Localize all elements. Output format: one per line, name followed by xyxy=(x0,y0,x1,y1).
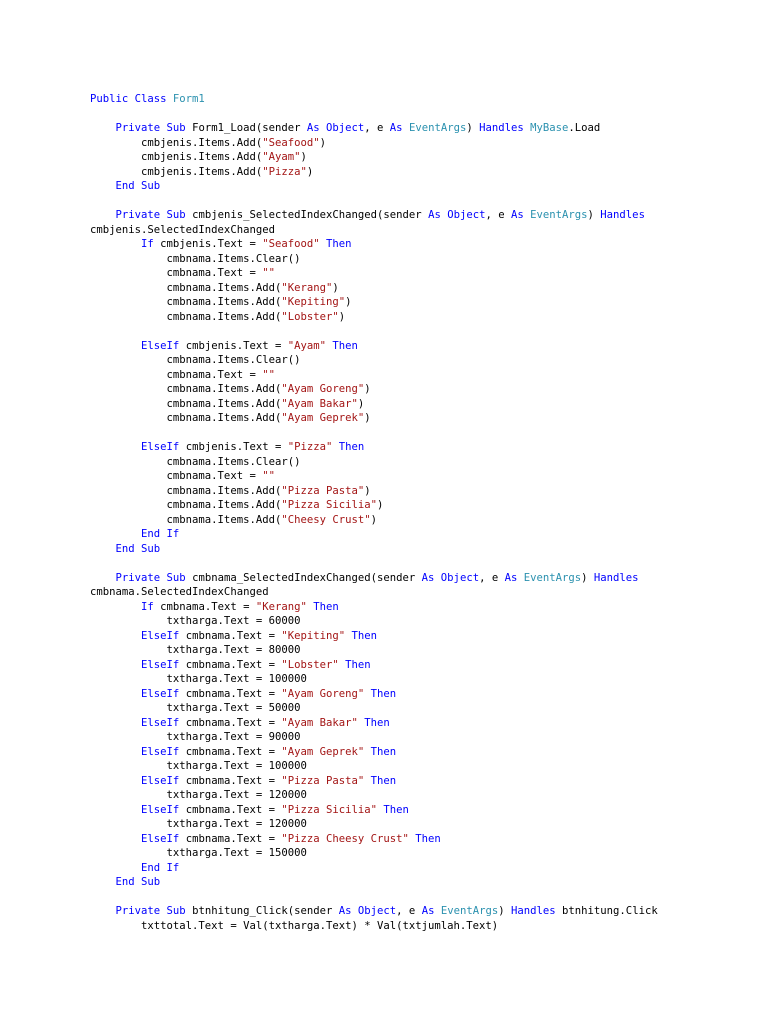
code-token-st: "Pizza Cheesy Crust" xyxy=(281,832,409,845)
code-token-kw: Public Class xyxy=(90,93,173,105)
code-token-pl: txtharga.Text = 100000 xyxy=(90,760,307,772)
code-token-st: "Ayam" xyxy=(262,151,301,163)
code-token-pl xyxy=(90,717,141,729)
code-token-kw: ElseIf xyxy=(141,832,186,845)
code-token-pl: ) xyxy=(587,209,601,221)
code-token-kw: Then xyxy=(364,687,397,700)
code-line xyxy=(90,339,750,354)
code-token-pl: cmbnama.Text = xyxy=(185,745,282,758)
code-token-ty: EventArgs xyxy=(523,571,582,584)
code-token-kw: Then xyxy=(364,774,397,787)
code-token-pl: txtharga.Text = 120000 xyxy=(90,818,307,830)
code-token-pl: cmbjenis.Text = xyxy=(185,441,288,453)
code-token-ty: EventArgs xyxy=(530,209,588,221)
code-line xyxy=(90,353,750,368)
code-line xyxy=(90,223,750,238)
code-token-pl xyxy=(90,905,116,917)
blank-line xyxy=(90,890,750,905)
code-token-pl: txtharga.Text = 80000 xyxy=(90,644,301,656)
code-token-pl: cmbnama.Text = xyxy=(185,803,282,816)
code-token-pl: ) xyxy=(364,383,371,395)
code-token-st: "Kerang" xyxy=(255,600,307,613)
code-token-pl: , e xyxy=(485,209,511,221)
code-token-pl xyxy=(90,876,116,888)
code-token-pl: txtharga.Text = 150000 xyxy=(90,847,307,859)
code-token-pl xyxy=(90,180,116,192)
blank-line xyxy=(90,324,750,339)
code-token-kw: As Object xyxy=(338,905,397,917)
code-token-kw: Then xyxy=(319,238,352,250)
code-line xyxy=(90,411,750,426)
code-token-pl: ) xyxy=(370,513,378,526)
code-token-kw: Then xyxy=(332,441,365,453)
code-token-pl xyxy=(90,441,141,453)
code-token-pl: cmbnama.Items.Add( xyxy=(90,281,282,294)
code-token-pl: cmbnama.Items.Add( xyxy=(90,296,282,308)
code-token-pl: cmbnama.SelectedIndexChanged xyxy=(90,586,269,598)
code-line xyxy=(90,774,750,789)
code-line xyxy=(90,687,750,702)
code-line xyxy=(90,208,750,223)
code-token-pl: cmbjenis.SelectedIndexChanged xyxy=(90,223,275,236)
code-token-kw: Then xyxy=(377,803,409,816)
code-token-pl: cmbjenis.Text = xyxy=(185,339,288,352)
code-token-pl: txtharga.Text = 100000 xyxy=(90,673,307,685)
code-token-st: "Pizza" xyxy=(262,165,307,178)
code-line xyxy=(90,281,750,296)
code-token-pl: cmbnama.Items.Add( xyxy=(90,383,282,395)
code-token-pl: txtharga.Text = 60000 xyxy=(90,615,301,627)
blank-line xyxy=(90,107,750,122)
code-token-pl: ) xyxy=(364,484,371,497)
code-token-kw: If xyxy=(141,600,161,613)
code-token-pl: cmbnama.Text = xyxy=(90,368,263,381)
code-token-pl: txtharga.Text = 90000 xyxy=(90,731,301,743)
code-token-kw: ElseIf xyxy=(141,803,186,816)
code-token-pl xyxy=(90,238,141,250)
code-line xyxy=(90,832,750,847)
code-line xyxy=(90,382,750,397)
code-token-pl: ) xyxy=(581,571,594,584)
code-token-pl: cmbnama.Items.Clear() xyxy=(90,354,301,366)
code-token-kw: ElseIf xyxy=(141,745,186,758)
code-token-kw: Handles xyxy=(511,905,563,917)
code-token-pl: , e xyxy=(396,905,422,917)
code-token-pl: cmbnama_SelectedIndexChanged(sender xyxy=(192,571,422,584)
code-token-pl: txtharga.Text = 50000 xyxy=(90,702,301,714)
code-token-st: "Pizza Pasta" xyxy=(281,484,365,497)
code-line xyxy=(90,179,750,194)
code-line xyxy=(90,150,750,165)
code-line xyxy=(90,643,750,658)
code-token-pl: ) xyxy=(377,499,384,511)
code-line xyxy=(90,672,750,687)
code-line xyxy=(90,614,750,629)
code-token-kw: ElseIf xyxy=(141,339,186,352)
blank-line xyxy=(90,194,750,209)
code-token-kw: End Sub xyxy=(115,876,161,888)
code-line xyxy=(90,266,750,281)
code-token-pl: ) xyxy=(357,397,365,410)
code-line xyxy=(90,701,750,716)
code-token-kw: As xyxy=(504,571,524,584)
code-token-pl: cmbjenis_SelectedIndexChanged(sender xyxy=(192,209,429,221)
code-line xyxy=(90,730,750,745)
code-token-kw: As xyxy=(421,905,441,917)
code-token-pl xyxy=(90,572,116,584)
code-token-st: "" xyxy=(262,368,275,381)
code-token-st: "Ayam Goreng" xyxy=(281,687,365,700)
code-line xyxy=(90,759,750,774)
code-token-kw: Handles xyxy=(593,571,639,584)
code-token-pl: ) xyxy=(466,122,480,134)
code-token-pl xyxy=(90,543,116,555)
code-token-pl: cmbnama.Text = xyxy=(90,267,263,279)
code-token-pl: cmbnama.Text = xyxy=(185,687,282,700)
code-token-st: "Ayam" xyxy=(287,339,327,352)
code-line xyxy=(90,165,750,180)
code-token-kw: Handles xyxy=(479,122,531,134)
code-token-kw: As Object xyxy=(428,209,486,221)
code-line xyxy=(90,585,750,600)
code-token-kw: As xyxy=(389,122,409,134)
code-token-pl: ) xyxy=(338,310,346,323)
code-token-pl: cmbnama.Text = xyxy=(185,832,282,845)
code-token-pl: cmbjenis.Items.Add( xyxy=(90,165,263,178)
code-token-st: "Ayam Geprek" xyxy=(281,745,365,758)
code-token-st: "Kepiting" xyxy=(281,296,346,308)
code-token-ty: Form1 xyxy=(172,93,205,105)
code-line xyxy=(90,498,750,513)
code-line xyxy=(90,513,750,528)
code-token-pl: , e xyxy=(364,122,390,134)
code-token-kw: As Object xyxy=(421,571,480,584)
code-token-kw: Then xyxy=(306,600,339,613)
code-line xyxy=(90,658,750,673)
code-token-pl xyxy=(90,209,116,221)
code-token-st: "Pizza Pasta" xyxy=(281,774,365,787)
code-token-kw: Private Sub xyxy=(115,122,193,134)
code-token-kw: Then xyxy=(326,339,358,352)
code-line xyxy=(90,846,750,861)
code-token-pl xyxy=(90,528,141,540)
code-token-st: "" xyxy=(262,267,275,279)
code-token-kw: ElseIf xyxy=(141,716,186,729)
code-line xyxy=(90,803,750,818)
code-token-pl: cmbnama.Text = xyxy=(185,716,282,729)
code-token-st: "" xyxy=(262,470,275,482)
code-token-pl: cmbjenis.Text = xyxy=(160,238,263,250)
code-token-pl: txtharga.Text = 120000 xyxy=(90,789,307,801)
code-line xyxy=(90,440,750,455)
code-line xyxy=(90,542,750,557)
code-token-st: "Pizza Sicilia" xyxy=(281,803,378,816)
code-line xyxy=(90,484,750,499)
code-token-pl xyxy=(90,833,141,845)
code-token-pl: cmbnama.Items.Add( xyxy=(90,397,282,410)
code-token-st: "Lobster" xyxy=(281,310,339,323)
code-listing xyxy=(90,92,750,933)
code-line xyxy=(90,527,750,542)
code-token-pl: ) xyxy=(345,296,352,308)
code-token-kw: End If xyxy=(141,861,180,874)
code-token-pl: cmbnama.Text = xyxy=(160,600,256,613)
code-token-pl: cmbjenis.Items.Add( xyxy=(90,136,263,149)
code-token-pl: ) xyxy=(319,136,327,149)
code-token-kw: End If xyxy=(141,528,180,540)
code-token-ty: EventArgs xyxy=(440,905,499,917)
code-token-st: "Seafood" xyxy=(262,238,320,250)
code-token-kw: End Sub xyxy=(115,180,161,192)
code-token-pl: cmbnama.Text = xyxy=(185,629,282,642)
code-line xyxy=(90,745,750,760)
code-token-kw: Then xyxy=(338,658,371,671)
code-token-pl xyxy=(90,601,141,613)
code-line xyxy=(90,600,750,615)
code-token-kw: Handles xyxy=(600,209,645,221)
code-token-st: "Ayam Bakar" xyxy=(281,397,358,410)
code-token-kw: ElseIf xyxy=(141,441,186,453)
code-token-pl: ) xyxy=(300,151,307,163)
code-token-st: "Pizza Sicilia" xyxy=(281,499,378,511)
code-token-pl: cmbnama.Text = xyxy=(185,774,282,787)
code-line xyxy=(90,121,750,136)
code-token-st: "Ayam Geprek" xyxy=(281,412,365,424)
code-line xyxy=(90,919,750,934)
code-line xyxy=(90,237,750,252)
code-token-kw: Then xyxy=(357,716,390,729)
code-line xyxy=(90,295,750,310)
code-token-st: "Kepiting" xyxy=(281,629,346,642)
code-token-kw: If xyxy=(141,238,161,250)
code-token-kw: ElseIf xyxy=(141,629,186,642)
code-line xyxy=(90,875,750,890)
code-line xyxy=(90,252,750,267)
code-token-pl: cmbnama.Items.Add( xyxy=(90,310,282,323)
code-token-kw: Then xyxy=(364,745,397,758)
code-token-st: "Ayam Goreng" xyxy=(281,383,365,395)
code-line xyxy=(90,469,750,484)
code-line xyxy=(90,397,750,412)
code-token-pl: cmbnama.Text = xyxy=(185,658,282,671)
code-token-pl: btnhitung.Click xyxy=(562,905,658,917)
code-line xyxy=(90,455,750,470)
code-token-pl xyxy=(90,659,141,671)
code-token-pl: ) xyxy=(498,905,511,917)
code-token-pl: ) xyxy=(306,165,314,178)
code-token-st: "Seafood" xyxy=(262,136,320,149)
code-token-pl: .Load xyxy=(568,122,601,134)
code-token-kw: As xyxy=(510,209,531,221)
code-token-pl: , e xyxy=(479,571,505,584)
code-token-pl xyxy=(90,630,141,642)
code-token-pl: cmbnama.Items.Clear() xyxy=(90,455,301,468)
code-token-st: "Pizza" xyxy=(287,441,333,453)
code-token-pl: cmbnama.Items.Add( xyxy=(90,484,282,497)
code-line xyxy=(90,788,750,803)
code-token-kw: ElseIf xyxy=(141,774,186,787)
code-line xyxy=(90,861,750,876)
code-token-pl: cmbnama.Items.Add( xyxy=(90,499,282,511)
code-token-st: "Cheesy Crust" xyxy=(281,513,371,526)
code-line xyxy=(90,904,750,919)
blank-line xyxy=(90,556,750,571)
code-token-pl: cmbjenis.Items.Add( xyxy=(90,151,263,163)
code-token-kw: ElseIf xyxy=(141,687,186,700)
code-token-ty: MyBase xyxy=(530,122,569,134)
code-token-pl: ) xyxy=(332,281,339,294)
code-token-st: "Lobster" xyxy=(281,658,339,671)
code-token-pl: btnhitung_Click(sender xyxy=(192,905,339,917)
code-token-kw: Private Sub xyxy=(115,905,193,917)
code-token-pl: txttotal.Text = Val(txtharga.Text) * Val(txtjumlah.Text) xyxy=(90,919,499,932)
code-token-pl: cmbnama.Items.Add( xyxy=(90,513,282,526)
code-token-kw: Then xyxy=(345,629,378,642)
code-line xyxy=(90,368,750,383)
code-token-pl xyxy=(90,775,141,787)
code-token-pl xyxy=(90,688,141,700)
blank-line xyxy=(90,426,750,441)
code-token-pl xyxy=(90,122,116,134)
code-line xyxy=(90,716,750,731)
code-token-kw: Then xyxy=(408,832,441,845)
code-token-pl xyxy=(90,746,141,758)
code-token-pl xyxy=(90,862,141,874)
code-token-kw: Private Sub xyxy=(115,571,193,584)
code-line xyxy=(90,136,750,151)
code-line xyxy=(90,571,750,586)
code-line xyxy=(90,817,750,832)
code-token-pl xyxy=(90,804,141,816)
code-token-pl: ) xyxy=(364,412,371,424)
code-token-ty: EventArgs xyxy=(408,122,467,134)
code-token-pl: cmbnama.Items.Clear() xyxy=(90,252,301,265)
code-token-kw: As Object xyxy=(306,122,365,134)
code-token-st: "Ayam Bakar" xyxy=(281,716,358,729)
code-token-kw: ElseIf xyxy=(141,658,186,671)
code-token-st: "Kerang" xyxy=(281,281,333,294)
code-token-pl: Form1_Load(sender xyxy=(192,122,307,134)
code-token-pl: cmbnama.Text = xyxy=(90,470,263,482)
code-token-pl: cmbnama.Items.Add( xyxy=(90,412,282,424)
code-line xyxy=(90,92,750,107)
code-token-pl xyxy=(90,340,141,352)
code-token-kw: End Sub xyxy=(115,542,161,555)
code-line xyxy=(90,310,750,325)
code-line xyxy=(90,629,750,644)
code-token-kw: Private Sub xyxy=(115,209,193,221)
